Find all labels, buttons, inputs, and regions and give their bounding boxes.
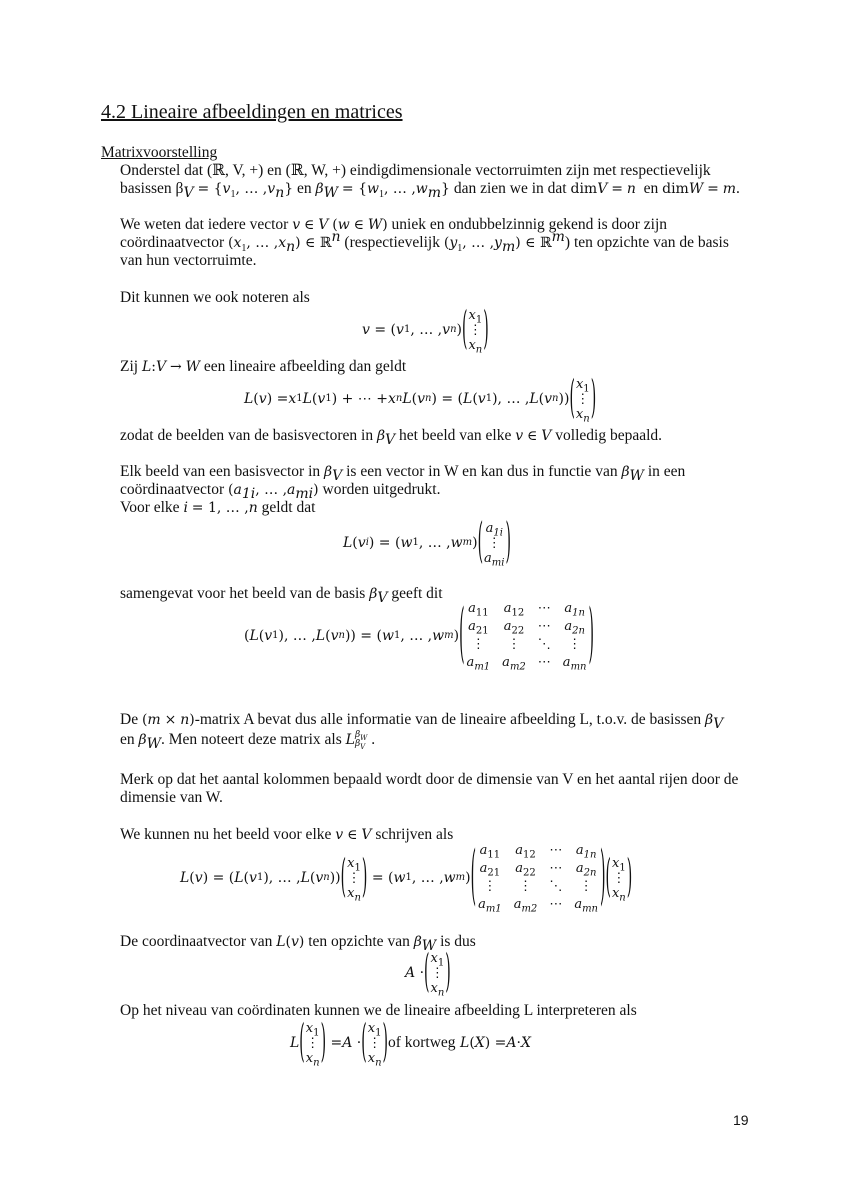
equation-linear-map: L ( v ) = x 1 L ( v 1 ) + ⋯ + x n L ( v n ) = ( L ( v 1 ), … , L ( v n )) ( $x_1$ ⋮ $x_n$ ): [244, 373, 597, 425]
section-title: 4.2 Lineaire afbeeldingen en matrices: [101, 101, 403, 123]
equation-A-times-x: A · ( $x_1$ ⋮ $x_n$ ): [405, 947, 451, 999]
equation-image-full: L ( v ) = ( L ( v 1 ), … , L ( v n )) ( $x_1$ ⋮ $x_n$ ) = ( w 1 , … , w m ) ( $a_{11}$ $a_{12}$ ⋯ $a_{1n}$ $a_{21}$ $a_{22}$ ⋯ $a_{2n}$ ⋮ ⋮ ⋱ ⋮ $a_{m1}$ $a_{m2}$ ⋯ $a_{mn}$ ) ( $x_1$ ⋮ $x_n$ ): [180, 841, 633, 915]
paragraph-11: De coordinaatvector van L(v) ten opzichte van $\beta_W$ is dus: [120, 933, 476, 955]
paragraph-6-line-2: coördinaatvector ($a_{1i}$, … $,a_{mi}$) worden uitgedrukt.: [120, 481, 441, 503]
paragraph-10: We kunnen nu het beeld voor elke v ∈ V schrijven als: [120, 826, 454, 843]
paragraph-6-line-1: Elk beeld van een basisvector in $\beta_V$ is een vector in W en kan dus in functie van $\beta_W$ in een: [120, 463, 686, 485]
equation-coordinate-vector: v = ( v 1 , … , v n ) ( $x_1$ ⋮ $x_n$ ): [362, 304, 489, 356]
paragraph-3: Dit kunnen we ook noteren als: [120, 289, 310, 306]
paragraph-5: zodat de beelden van de basisvectoren in $\beta_V$ het beeld van elke v ∈ V volledig bepaald.: [120, 427, 663, 449]
paragraph-12: Op het niveau van coördinaten kunnen we de lineaire afbeelding L interpreteren als: [120, 1002, 637, 1019]
paragraph-1-line-2: basissen $\beta_V = \{v_1$, … $,v_n$} en $\beta_W = \{w_1$, … $,w_m$} dan zien we in dat dimV = n en dimW = m.: [120, 180, 740, 202]
paragraph-6-line-3: Voor elke i = 1, … ,n geldt dat: [120, 499, 316, 516]
subsection-title: Matrixvoorstelling: [101, 144, 218, 161]
paragraph-8-line-2: en $\beta_W$. Men noteert deze matrix als L $\beta_W$ $\beta_V$ .: [120, 730, 376, 753]
page-number: 19: [733, 1112, 749, 1128]
paragraph-2-line-1: We weten dat iedere vector v ∈ V (w ∈ W) uniek en ondubbelzinnig gekend is door zijn: [120, 216, 668, 233]
equation-matrix: ( L ( v 1 ), … , L ( v n )) = ( w 1 , … , w m ) ( $a_{11}$ $a_{12}$ ⋯ $a_{1n}$ $a_{21}$ $a_{22}$ ⋯ $a_{2n}$ ⋮ ⋮ ⋱ ⋮ $a_{m1}$ $a_{m2}$ ⋯ $a_{mn}$ ): [244, 599, 594, 673]
paragraph-9-line-2: dimensie van W.: [120, 789, 223, 806]
paragraph-4: Zij L:V → W een lineaire afbeelding dan geldt: [120, 358, 407, 375]
equation-basis-image: L ( v i ) = ( w 1 , … , w m ) ( $a_{1i}$ ⋮ $a_{mi}$ ): [343, 515, 511, 571]
paragraph-7: samengevat voor het beeld van de basis $\beta_V$ geeft dit: [120, 585, 443, 607]
paragraph-2-line-3: van hun vectorruimte.: [120, 252, 257, 269]
paragraph-8-line-1: De (m × n)-matrix A bevat dus alle informatie van de lineaire afbeelding L, t.o.v. de basissen $\beta_V$: [120, 711, 724, 733]
equation-coordinate-form: L ( $x_1$ ⋮ $x_n$ ) = A · ( $x_1$ ⋮ $x_n$ ) of kortweg L ( X ) = A · X: [290, 1017, 531, 1069]
paragraph-9-line-1: Merk op dat het aantal kolommen bepaald wordt door de dimensie van V en het aantal rijen door de: [120, 771, 739, 788]
paragraph-2-line-2: coördinaatvector ($x_1$, … $,x_n$) ∈ ℝ$^n$ (respectievelijk ($y_1$, … $,y_m$) ∈ ℝ$^m$) ten opzichte van de basis: [120, 228, 729, 256]
paragraph-1-line-1: Onderstel dat (ℝ, V, +) en (ℝ, W, +) eindigdimensionale vectorruimten zijn met respectievelijk: [120, 162, 711, 179]
